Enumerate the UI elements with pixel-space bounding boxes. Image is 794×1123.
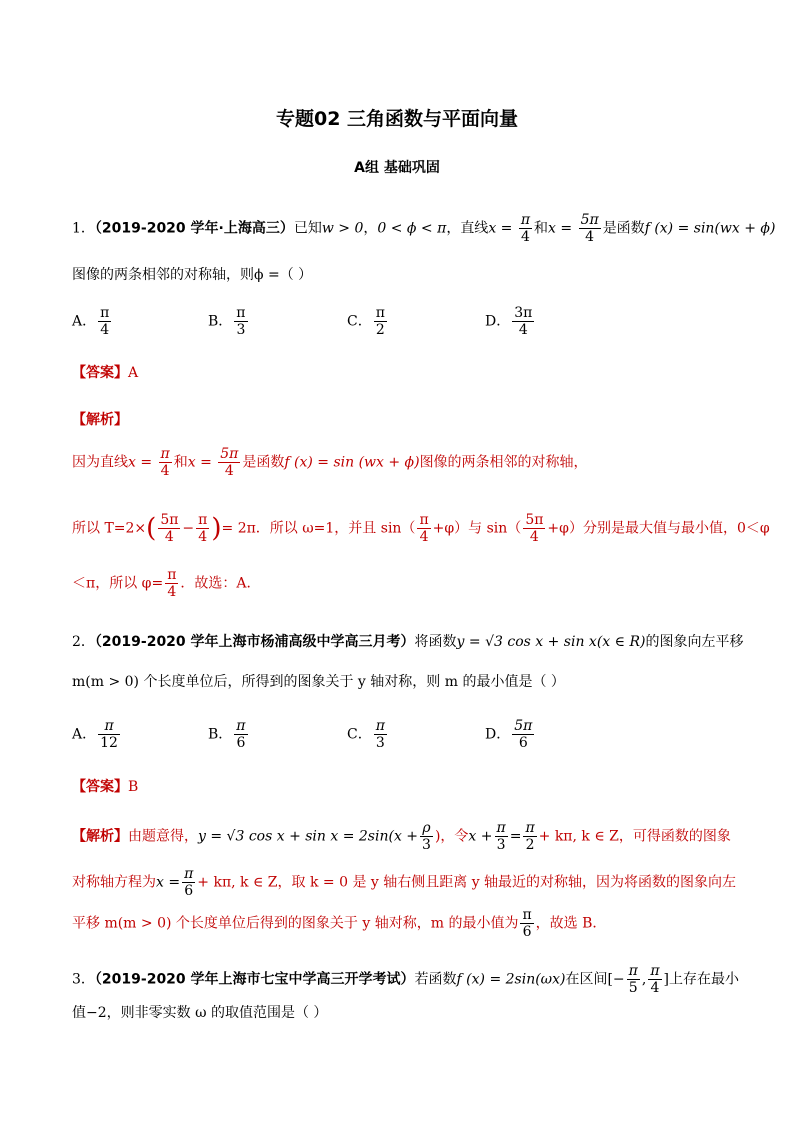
text: 由题意得， bbox=[128, 828, 198, 845]
q1-condition-w: w > 0 bbox=[321, 220, 364, 237]
text: ．故选：A． bbox=[180, 575, 261, 592]
function: f (x) = sin (wx + ϕ) bbox=[284, 454, 420, 471]
denominator: 6 bbox=[184, 883, 194, 900]
numerator: π bbox=[375, 718, 385, 734]
x-eq: x = bbox=[156, 874, 181, 891]
q2-source: （2019-2020 学年上海市杨浦高级中学高三月考） bbox=[94, 634, 415, 650]
option-label: D． bbox=[485, 313, 511, 330]
and: 和 bbox=[173, 454, 188, 471]
fraction-5pi-4 bbox=[218, 446, 240, 479]
q1-text-line: 直线 bbox=[460, 220, 489, 237]
q3-number: 3． bbox=[72, 971, 95, 988]
q1-analysis-line-3 bbox=[72, 567, 261, 600]
denominator: 12 bbox=[100, 735, 118, 752]
text: 图像的两条相邻的对称轴， bbox=[419, 454, 588, 471]
denominator: 4 bbox=[518, 322, 528, 339]
q1-fraction-5pi-4 bbox=[579, 212, 601, 245]
text: + kπ, k ∈ Z，取 k = 0 是 y 轴右侧且距离 y 轴最近的对称轴，因为将函数的图象向左 bbox=[197, 874, 737, 891]
text: 对称轴方程为 bbox=[72, 874, 156, 891]
fraction-pi-4 bbox=[417, 512, 430, 545]
q2-option-b bbox=[208, 718, 250, 751]
q2-analysis-line-3 bbox=[72, 907, 606, 940]
option-label: A． bbox=[72, 726, 97, 743]
option-fraction bbox=[512, 305, 534, 338]
text: ，故选 B． bbox=[535, 915, 607, 932]
numerator: 5π bbox=[160, 512, 179, 528]
option-fraction bbox=[234, 718, 247, 751]
denominator: 4 bbox=[419, 529, 429, 546]
fraction-pi-3 bbox=[495, 820, 508, 853]
fraction-pi-4 bbox=[165, 567, 178, 600]
fraction-pi-4 bbox=[159, 446, 172, 479]
option-label: C． bbox=[347, 313, 372, 330]
x-eq-2: x = bbox=[187, 454, 212, 471]
fraction-pi-2 bbox=[523, 820, 536, 853]
fraction-pi-6 bbox=[520, 907, 533, 940]
fraction-rho-3 bbox=[420, 820, 433, 853]
denominator: 3 bbox=[375, 735, 385, 752]
denominator: 6 bbox=[236, 735, 246, 752]
close-paren: ) bbox=[211, 513, 222, 544]
q3-source: （2019-2020 学年上海市七宝中学高三开学考试） bbox=[94, 971, 415, 988]
numerator: π bbox=[419, 512, 429, 528]
question-2-line-2: m(m > 0) 个长度单位后，所得到的图象关于 y 轴对称，则 m 的最小值是（ ） bbox=[72, 674, 565, 690]
denominator: 4 bbox=[167, 584, 177, 601]
q1-option-b bbox=[208, 305, 250, 338]
denominator: 3 bbox=[236, 322, 246, 339]
text: 所以 T=2× bbox=[72, 520, 147, 537]
option-fraction bbox=[374, 305, 387, 338]
denominator: 5 bbox=[628, 980, 638, 997]
equation: y = √3 cos x + sin x = 2sin(x + bbox=[198, 828, 419, 845]
denominator: 2 bbox=[375, 322, 385, 339]
option-label: D． bbox=[485, 726, 511, 743]
numerator: π bbox=[496, 820, 506, 836]
text: = bbox=[509, 828, 522, 845]
denominator: 6 bbox=[518, 735, 528, 752]
numerator: π bbox=[160, 446, 170, 462]
numerator: 3π bbox=[514, 305, 533, 321]
q2-function: y = √3 cos x + sin x(x ∈ R) bbox=[456, 634, 646, 650]
text: + kπ, k ∈ Z，可得函数的图象 bbox=[538, 828, 731, 845]
answer-value: A bbox=[128, 365, 139, 381]
fraction-5pi-4 bbox=[523, 512, 545, 545]
denominator: 4 bbox=[650, 980, 660, 997]
question-1-line-1: 1．（2019-2020 学年·上海高三）已知w > 0，0 < ϕ < π，直线x = $\frac{\pi}{4}$ 和x = $\frac{5\pi}{4}$ 是函数f (x) = sin(wx + ϕ) bbox=[72, 212, 776, 246]
numerator: π bbox=[236, 305, 246, 321]
q2-analysis-line-1 bbox=[72, 820, 731, 853]
question-3-line-2: 值−2，则非零实数 ω 的取值范围是（ ） bbox=[72, 1005, 328, 1021]
q1-condition-phi: 0 < ϕ < π bbox=[377, 220, 447, 237]
option-label: B． bbox=[208, 726, 233, 743]
q2-option-c bbox=[347, 718, 389, 751]
numerator: π bbox=[98, 718, 120, 735]
q1-x-eq-2: x = bbox=[548, 220, 573, 237]
numerator: π bbox=[650, 963, 660, 979]
text: x + bbox=[468, 828, 493, 845]
numerator: 5π bbox=[220, 446, 239, 462]
denominator: 2 bbox=[525, 837, 535, 854]
text: ＜π，所以 φ= bbox=[72, 575, 164, 592]
text: ]上存在最小 bbox=[663, 971, 739, 988]
denominator: 4 bbox=[224, 463, 234, 480]
fraction-pi-6 bbox=[182, 866, 195, 899]
option-label: B． bbox=[208, 313, 233, 330]
q1-text: 已知 bbox=[293, 220, 322, 237]
denominator: 3 bbox=[496, 837, 506, 854]
analysis-tag: 【解析】 bbox=[72, 828, 128, 845]
denominator: 4 bbox=[520, 229, 530, 246]
fraction-pi-5 bbox=[627, 963, 640, 996]
q1-answer bbox=[72, 362, 138, 382]
open-paren: ( bbox=[146, 513, 157, 544]
option-fraction bbox=[98, 305, 111, 338]
denominator: 4 bbox=[100, 322, 110, 339]
text: 在区间[− bbox=[565, 971, 625, 988]
text: 将函数 bbox=[414, 634, 457, 650]
denominator: 6 bbox=[522, 924, 532, 941]
text: 的图象向左平移 bbox=[645, 634, 744, 650]
numerator: π bbox=[184, 866, 194, 882]
numerator: π bbox=[100, 305, 110, 321]
fraction-pi-4 bbox=[196, 512, 209, 545]
fraction-pi-4 bbox=[648, 963, 661, 996]
numerator: 5π bbox=[525, 512, 544, 528]
analysis-tag: 【解析】 bbox=[72, 412, 128, 428]
q1-option-d bbox=[485, 305, 536, 338]
option-fraction bbox=[374, 718, 387, 751]
q2-option-a bbox=[72, 718, 122, 751]
q1-func-label: 是函数 bbox=[602, 220, 645, 237]
denominator: 4 bbox=[198, 529, 208, 546]
option-label: C． bbox=[347, 726, 372, 743]
option-fraction bbox=[512, 718, 534, 751]
numerator: π bbox=[198, 512, 208, 528]
q2-analysis-line-2 bbox=[72, 866, 736, 899]
q1-analysis-line-2: 所以 T=2×( $\frac{5\pi}{4}$ − $\frac{\pi}{4}$ )= 2π．所以 ω=1，并且 sin（ $\frac{\pi}{4}$ +φ）与 sin（ $\frac{5\pi}{4}$ +φ）分别是最大值与最小值，0＜φ bbox=[72, 512, 770, 546]
question-2-line-1 bbox=[72, 631, 743, 651]
text: +φ）与 sin（ bbox=[432, 520, 522, 537]
text: = 2π．所以 ω=1，并且 sin（ bbox=[221, 520, 416, 537]
numerator: π bbox=[522, 907, 532, 923]
q1-option-c bbox=[347, 305, 389, 338]
text: 若函数 bbox=[414, 971, 457, 988]
text: 因为直线 bbox=[72, 454, 128, 471]
fraction-5pi-4 bbox=[158, 512, 180, 545]
numerator: π bbox=[525, 820, 535, 836]
q1-x-eq: x = bbox=[488, 220, 513, 237]
numerator: 5π bbox=[514, 718, 533, 734]
text: )，令 bbox=[434, 828, 469, 845]
denominator: 4 bbox=[160, 463, 170, 480]
q1-and: 和 bbox=[534, 220, 549, 237]
group-heading: A组 基础巩固 bbox=[354, 160, 440, 176]
numerator: π bbox=[375, 305, 385, 321]
q1-fraction-pi-4 bbox=[519, 212, 532, 245]
x-eq: x = bbox=[128, 454, 153, 471]
numerator: 5π bbox=[580, 212, 599, 228]
denominator: 4 bbox=[164, 529, 174, 546]
denominator: 4 bbox=[529, 529, 539, 546]
q1-analysis-line-1 bbox=[72, 446, 588, 479]
q2-answer bbox=[72, 776, 138, 796]
option-fraction bbox=[98, 718, 120, 751]
numerator: ρ bbox=[420, 820, 433, 837]
denominator: 4 bbox=[585, 229, 595, 246]
page-title: 专题02 三角函数与平面向量 bbox=[275, 108, 519, 130]
q2-option-d bbox=[485, 718, 536, 751]
numerator: π bbox=[520, 212, 531, 228]
q1-number: 1． bbox=[72, 220, 95, 237]
q1-function: f (x) = sin(wx + ϕ) bbox=[644, 220, 776, 237]
option-label: A． bbox=[72, 313, 97, 330]
text: 平移 m(m > 0) 个长度单位后得到的图象关于 y 轴对称，m 的最小值为 bbox=[72, 915, 519, 932]
q2-number: 2． bbox=[72, 634, 95, 650]
denominator: 3 bbox=[422, 837, 431, 854]
question-3-line-1: 3．（2019-2020 学年上海市七宝中学高三开学考试）若函数f (x) = 2sin(ωx)在区间[− $\frac{\pi}{5}$ , $\frac{\pi}{4}$ ]上存在最小 bbox=[72, 963, 739, 997]
q1-analysis-tag bbox=[72, 409, 128, 429]
numerator: π bbox=[236, 718, 246, 734]
question-1-line-2: 图像的两条相邻的对称轴，则ϕ =（ ） bbox=[72, 267, 313, 283]
text: 是函数 bbox=[242, 454, 285, 471]
text: +φ）分别是最大值与最小值，0＜φ bbox=[547, 520, 770, 537]
q1-option-a bbox=[72, 305, 113, 338]
answer-value: B bbox=[128, 779, 139, 795]
answer-tag: 【答案】 bbox=[72, 779, 128, 795]
answer-tag: 【答案】 bbox=[72, 365, 128, 381]
q1-source: （2019-2020 学年·上海高三） bbox=[94, 220, 294, 237]
q3-function: f (x) = 2sin(ωx) bbox=[456, 971, 566, 988]
numerator: π bbox=[167, 567, 177, 583]
option-fraction bbox=[234, 305, 247, 338]
numerator: π bbox=[628, 963, 638, 979]
